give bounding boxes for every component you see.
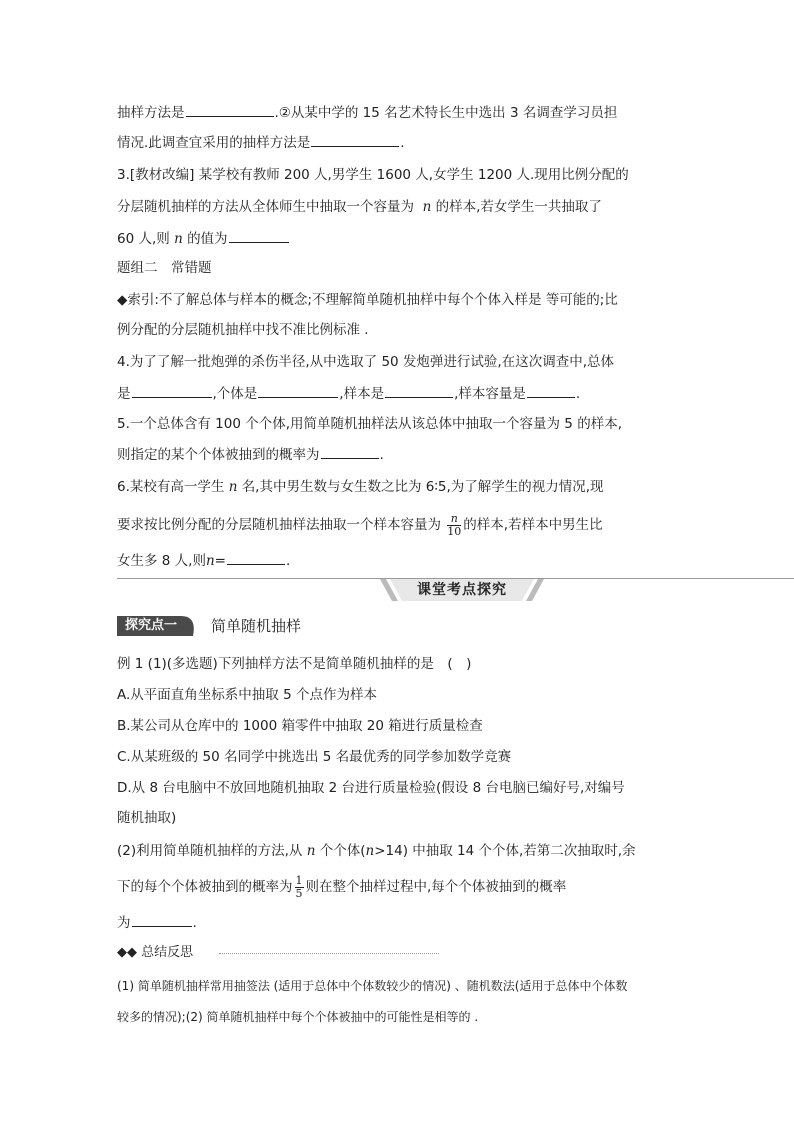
summary-heading: ◆◆ 总结反思 [117, 945, 194, 960]
example-part-2: (2)利用简单随机抽样的方法,从 n 个个体(n>14) 中抽取 14 个个体,若第二次抽取时,余 [117, 843, 636, 859]
answer-blank[interactable] [186, 102, 274, 117]
answer-blank[interactable] [132, 383, 212, 398]
question-6-line: 要求按比例分配的分层随机抽样法抽取一个样本容量为 $\frac{n}{10}$ 的样本,若样本中男生比 [117, 511, 603, 538]
section-tag [117, 616, 197, 636]
answer-blank[interactable] [227, 550, 285, 565]
option-a: A.从平面直角坐标系中抽取 5 个点作为样本 [117, 687, 377, 703]
dotted-divider [219, 953, 439, 954]
section-title: 简单随机抽样 [211, 617, 302, 635]
option-c: C.从某班级的 50 名同学中挑选出 5 名最优秀的同学参加数学竞赛 [117, 749, 512, 765]
option-d: 随机抽取) [117, 810, 177, 826]
question-3-line: 3.[教材改编] 某学校有教师 200 人,男学生 1600 人,女学生 1200 人.现用比例分配的 [117, 167, 629, 183]
example-heading: 例 1 (1)(多选题)下列抽样方法不是简单随机抽样的是 ( ) [117, 656, 472, 672]
question-6-line: 女生多 8 人,则n= . [117, 550, 290, 571]
index-note: 例分配的分层随机抽样中找不准比例标准 . [117, 322, 369, 338]
example-part-2: 下的每个个体被抽到的概率为 $\frac{1}{5}$ 则在整个抽样过程中,每个个体被抽到的概率 [117, 873, 567, 900]
index-note: ◆索引:不了解总体与样本的概念;不理解简单随机抽样中每个个体入样是 等可能的;比 [117, 292, 618, 308]
text-line: 情况.此调查宜采用的抽样方法是 . [117, 132, 405, 153]
section-banner [378, 579, 546, 601]
answer-blank[interactable] [311, 132, 399, 147]
question-3-line: 分层随机抽样的方法从全体师生中抽取一个容量为 n 的样本,若女学生一共抽取了 [117, 199, 602, 215]
group-heading: 题组二 常错题 [117, 260, 212, 276]
answer-blank[interactable] [229, 228, 289, 243]
option-b: B.某公司从仓库中的 1000 箱零件中抽取 20 箱进行质量检查 [117, 718, 483, 734]
summary-text: (1) 简单随机抽样常用抽签法 (适用于总体中个体数较少的情况) 、随机数法(适用于总体中个体数 [117, 979, 628, 993]
text-line: 抽样方法是 .②从某中学的 15 名艺术特长生中选出 3 名调查学习员担 [117, 102, 617, 123]
question-6-line: 6.某校有高一学生 n 名,其中男生数与女生数之比为 6∶5,为了解学生的视力情况,现 [117, 479, 604, 495]
answer-blank[interactable] [385, 383, 453, 398]
answer-blank[interactable] [527, 383, 575, 398]
question-3-line: 60 人,则 n 的值为 [117, 228, 290, 249]
answer-blank[interactable] [258, 383, 338, 398]
example-part-2: 为 . [117, 912, 197, 933]
question-4-line: 是 ,个体是 ,样本是 ,样本容量是 . [117, 383, 580, 404]
banner-title: 课堂考点探究 [417, 582, 507, 598]
summary-text: 较多的情况);(2) 简单随机抽样中每个个体被抽中的可能性是相等的 . [117, 1010, 479, 1024]
answer-blank[interactable] [321, 444, 379, 459]
option-d: D.从 8 台电脑中不放回地随机抽取 2 台进行质量检验(假设 8 台电脑已编好号,对编号 [117, 780, 625, 796]
fraction: $\frac{1}{5}$ [295, 873, 303, 900]
fraction: $\frac{n}{10}$ [447, 511, 462, 538]
question-5-line: 则指定的某个个体被抽到的概率为 . [117, 444, 384, 465]
question-5-line: 5.一个总体含有 100 个个体,用简单随机抽样法从该总体中抽取一个容量为 5 的样本, [117, 416, 622, 432]
tag-label: 探究点一 [125, 618, 178, 633]
answer-blank[interactable] [132, 912, 192, 927]
question-4-line: 4.为了了解一批炮弹的杀伤半径,从中选取了 50 发炮弹进行试验,在这次调查中,总体 [117, 354, 615, 370]
